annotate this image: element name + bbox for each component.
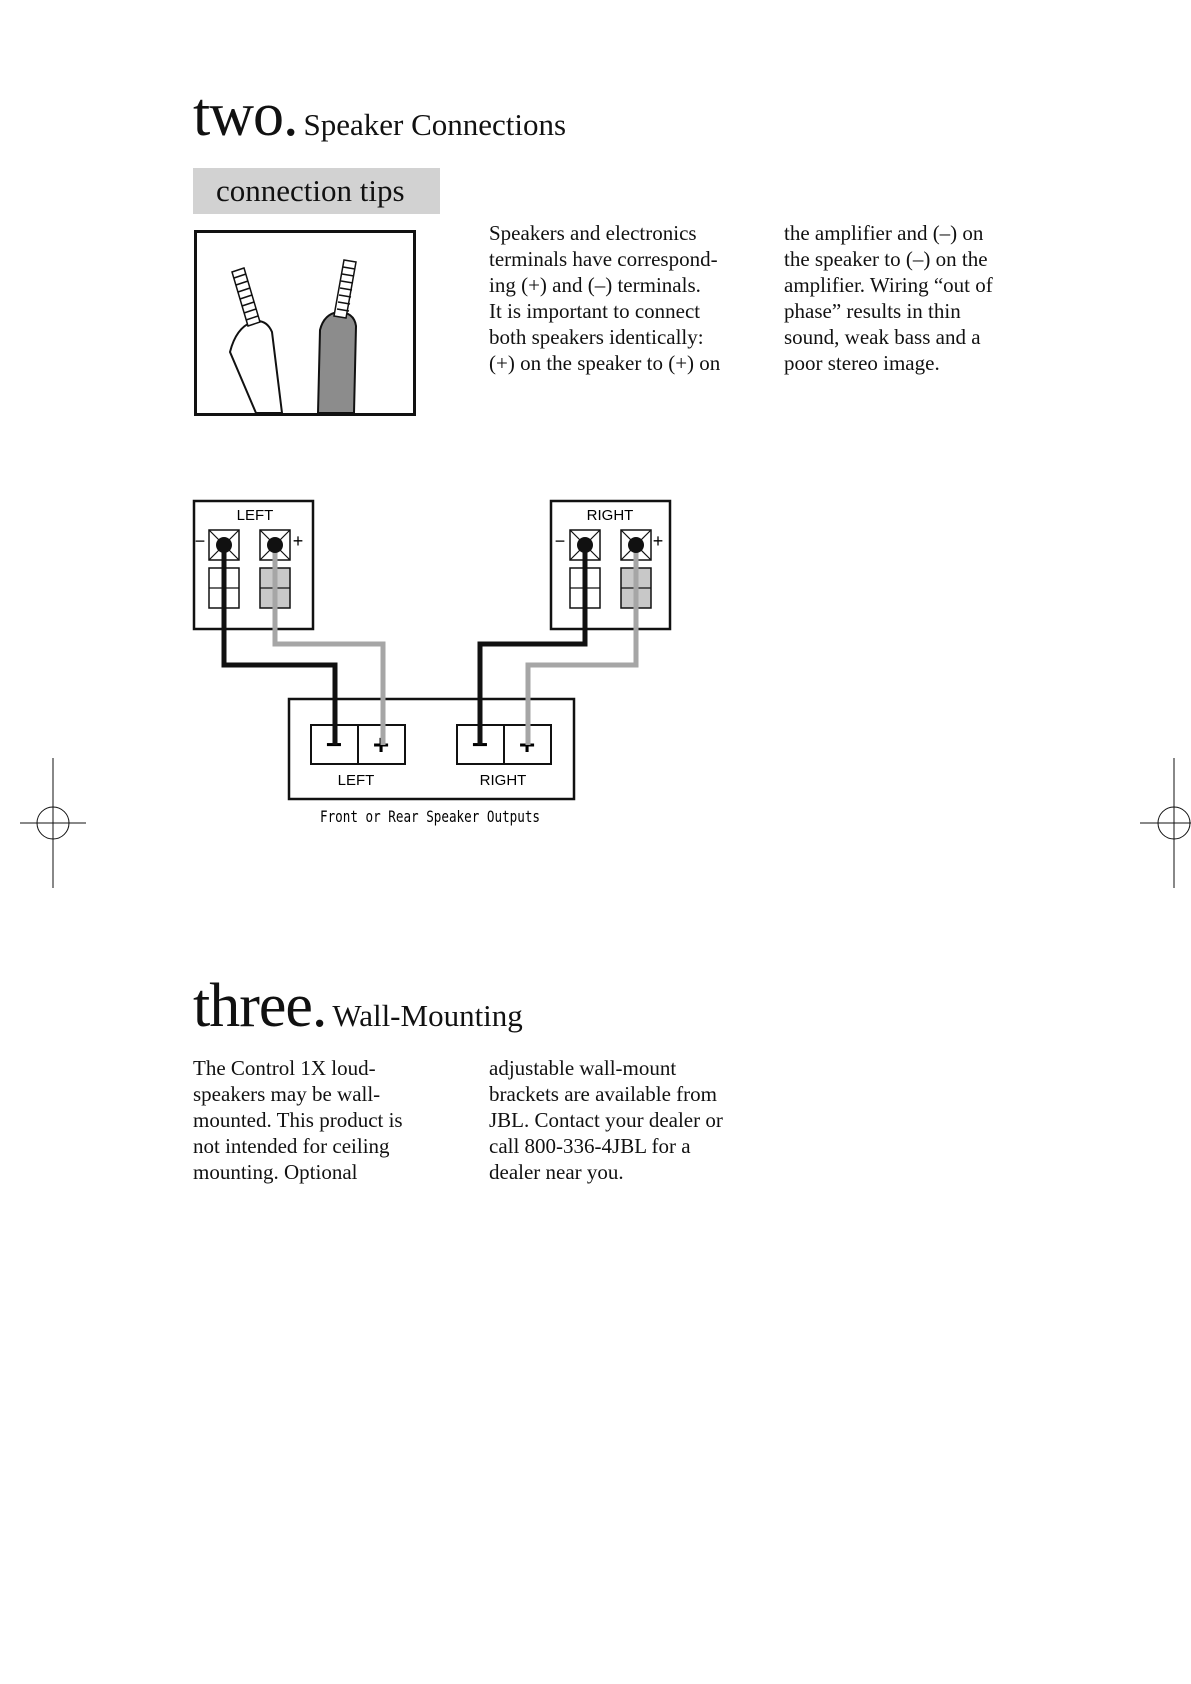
right-plus-screw-icon (628, 537, 644, 553)
registration-mark-left-icon (20, 758, 90, 888)
section-three-title: Wall-Mounting (332, 998, 523, 1033)
section-three-heading (193, 972, 523, 1040)
amp-left-label: LEFT (337, 772, 375, 789)
section-two-heading (193, 81, 567, 149)
left-speaker-minus: − (194, 531, 206, 551)
amp-left-minus: − (325, 729, 343, 760)
left-speaker-plus: + (292, 531, 304, 551)
tips-text-col1: Speakers and electronics terminals have correspond- ing (+) and (–) terminals. It is important to connect both speakers identically: (+) on the speaker to (+) on (489, 221, 721, 375)
wall-mount-text-col2: adjustable wall-mount brackets are available from JBL. Contact your dealer or call 800-336-4JBL for a dealer near you. (489, 1056, 723, 1184)
amp-right-label: RIGHT (479, 772, 527, 789)
left-speaker-terminal-block (194, 501, 313, 629)
right-speaker-plus: + (652, 531, 664, 551)
amplifier-output-block (289, 699, 574, 799)
left-minus-screw-icon (216, 537, 232, 553)
wall-mount-text-col1: The Control 1X loud- speakers may be wall- mounted. This product is not intended for ceiling mounting. Optional (193, 1056, 403, 1184)
right-minus-screw-icon (577, 537, 593, 553)
connection-tips-label: connection tips (193, 168, 440, 214)
diagram-caption: Front or Rear Speaker Outputs (320, 807, 540, 826)
right-speaker-label: RIGHT (586, 507, 634, 524)
left-speaker-label: LEFT (236, 507, 274, 524)
right-speaker-minus: − (554, 531, 566, 551)
tips-text-col2: the amplifier and (–) on the speaker to (–) on the amplifier. Wiring “out of phase” results in thin sound, weak bass and a poor stereo image. (784, 221, 993, 375)
amp-right-plus: + (518, 729, 536, 760)
amp-left-plus: + (372, 729, 390, 760)
registration-mark-right-icon (1140, 758, 1191, 888)
section-two-title: Speaker Connections (303, 107, 567, 142)
wire-ends-illustration (194, 230, 416, 416)
wiring-diagram (180, 490, 700, 830)
section-two-number: two. (193, 81, 298, 149)
right-speaker-terminal-block (551, 501, 670, 629)
section-three-number: three. (193, 972, 327, 1040)
left-plus-screw-icon (267, 537, 283, 553)
amp-right-minus: − (471, 729, 489, 760)
